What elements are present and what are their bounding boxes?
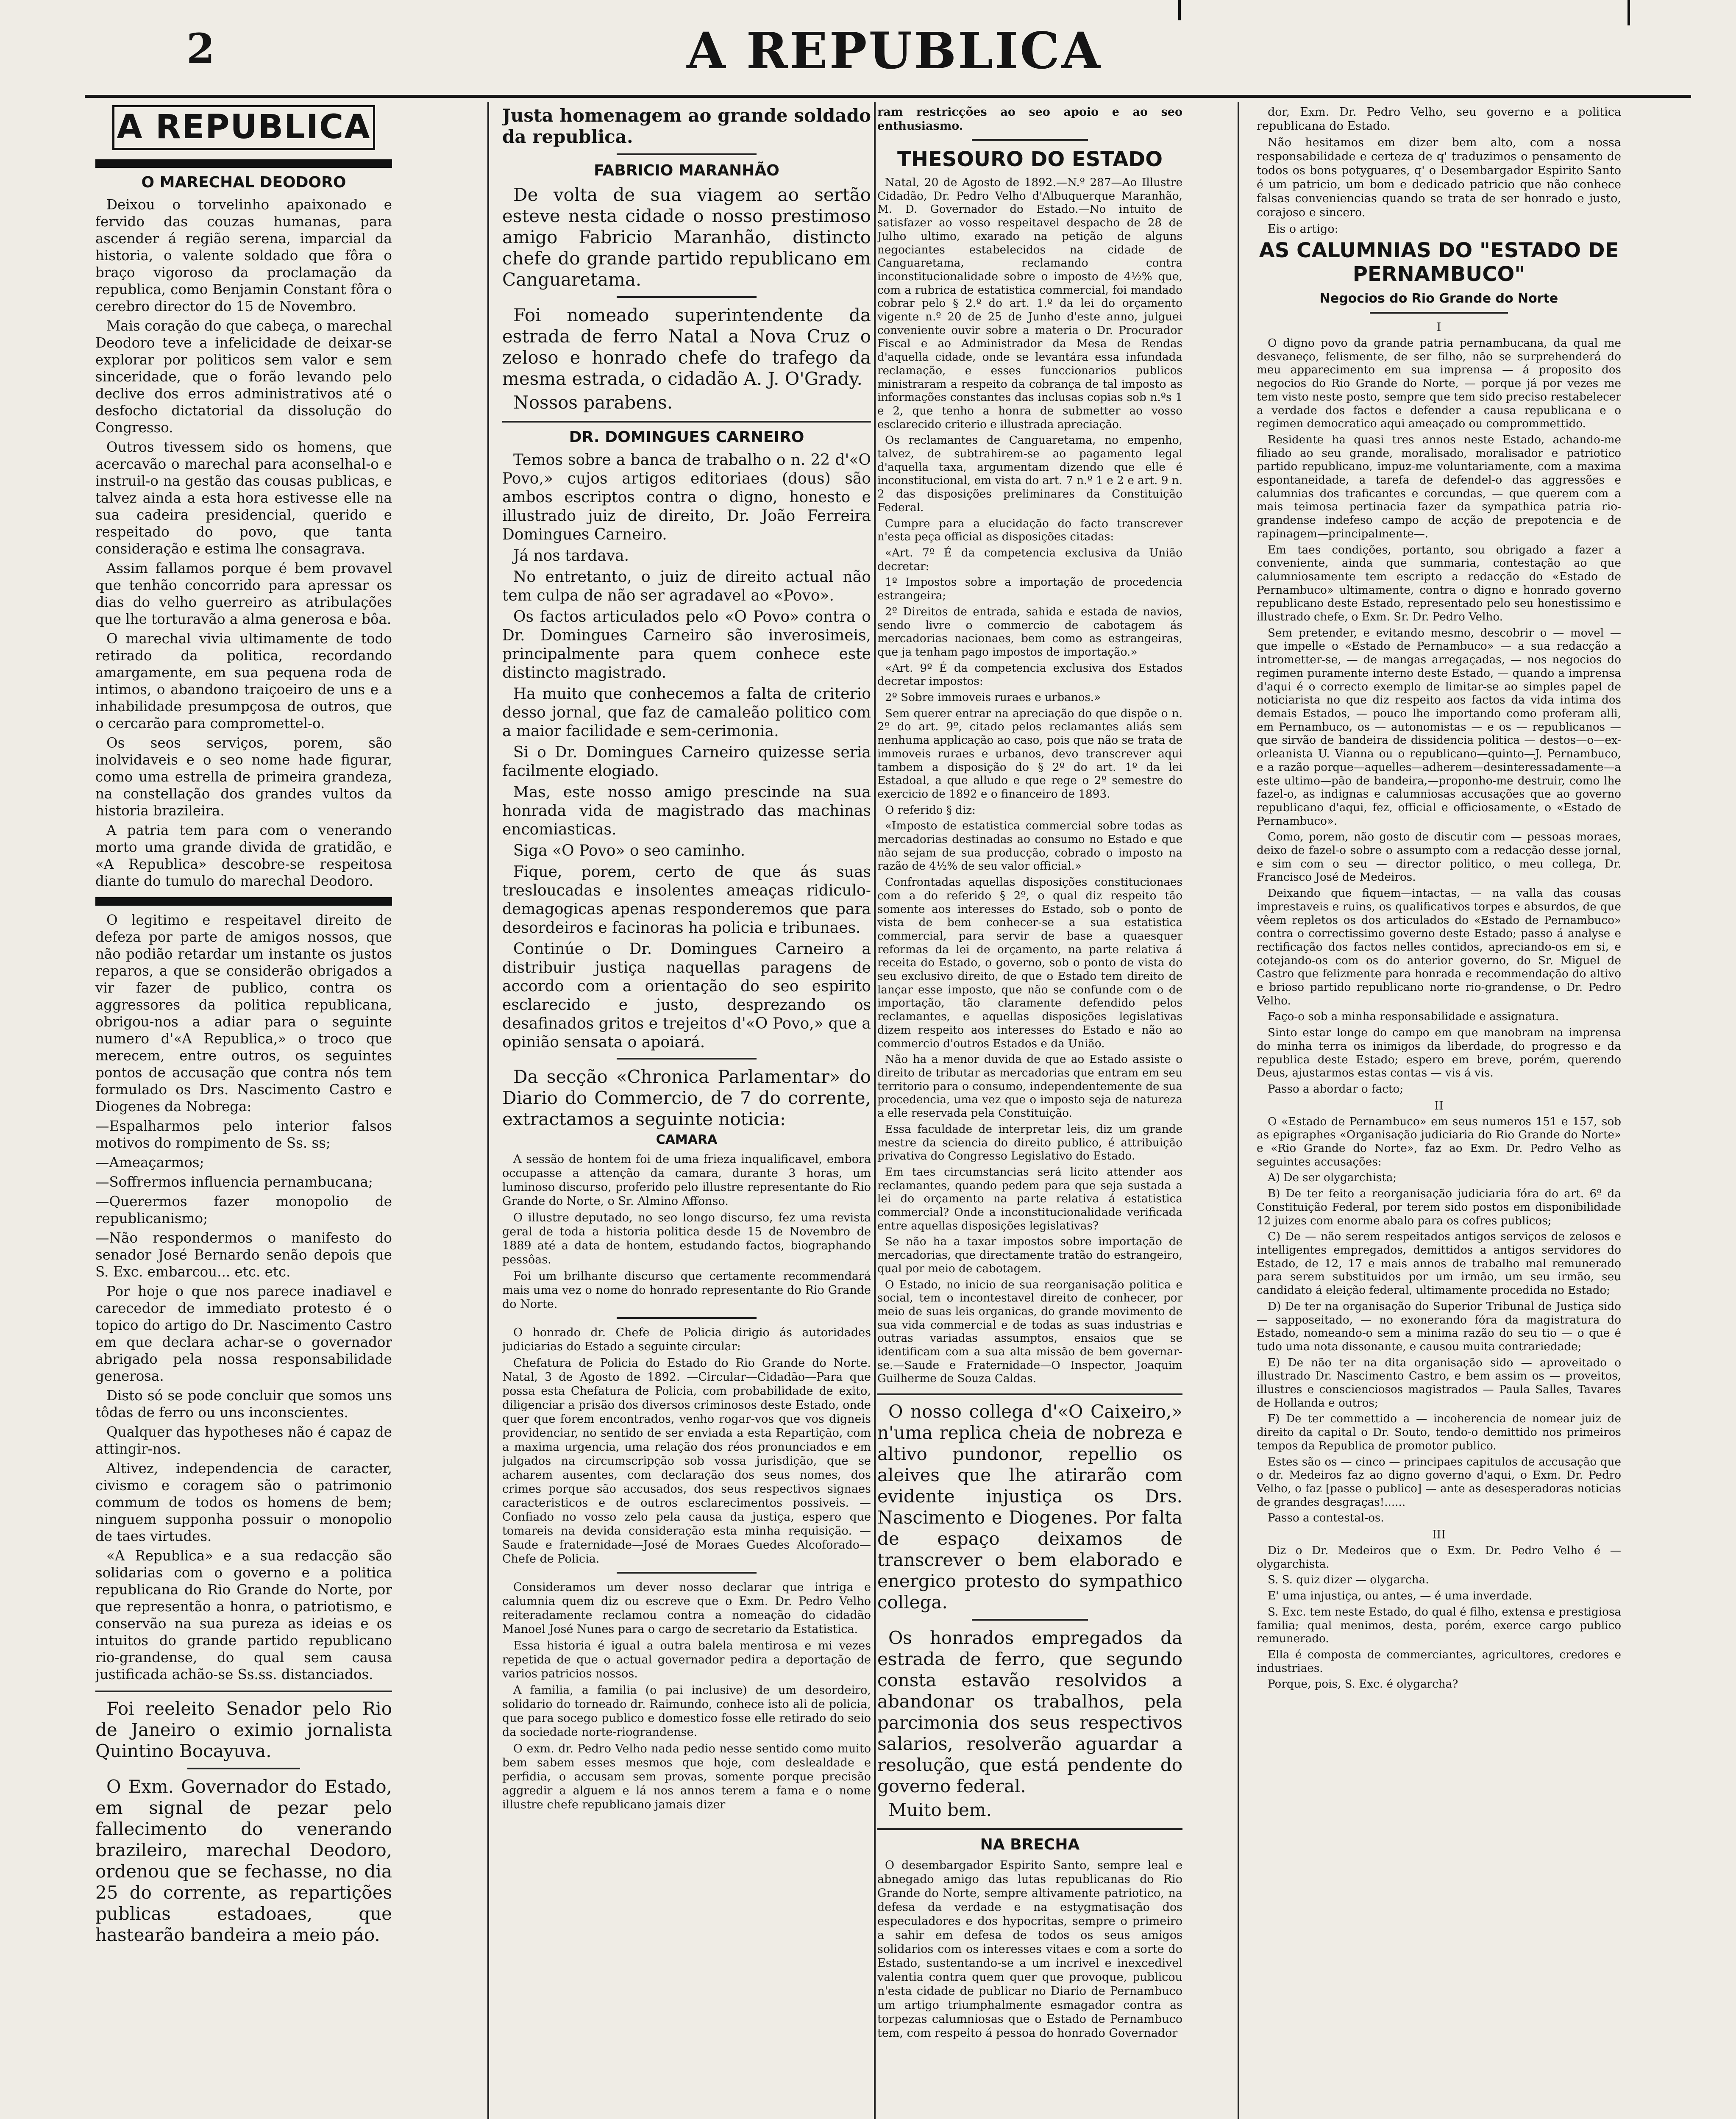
paragraph: Consideramos um dever nosso declarar que intriga e calumnia quem diz ou escreve que o Exm. Dr. Pedro Velho reiteradamente reclamou contra a nomeação do cidadão Manoel José Nunes para o cargo de secretario da Estatistica. (502, 1581, 871, 1636)
paragraph: A patria tem para com o venerando morto uma grande divida de gratidão, e «A Republica» descobre-se respeitosa diante do tumulo do marechal Deodoro. (95, 822, 392, 889)
paragraph: No entretanto, o juiz de direito actual não tem culpa de não ser agradavel ao «Povo». (502, 568, 871, 604)
paragraph: O illustre deputado, no seo longo discurso, fez uma revista geral de toda a historia politica desde 15 de Novembro de 1889 até a data de hontem, estudando factos, biographando pessôas. (502, 1211, 871, 1266)
paragraph: O nosso collega d'«O Caixeiro,» n'uma replica cheia de nobreza e altivo pundonor, repellio os aleives que lhe atirarão com evidente injustiça os Drs. Nascimento e Diogenes. Por falta de espaço deixamos de transcrever o bem elaborado e energico protesto do sympathico collega. (877, 1401, 1182, 1613)
paragraph: «Art. 9º É da competencia exclusiva dos Estados decretar impostos: (877, 662, 1182, 688)
article-title: NA BRECHA (980, 1836, 1080, 1854)
paragraph: O referido § diz: (885, 804, 976, 817)
short-rule (617, 1317, 757, 1319)
column-3 (877, 105, 1182, 2119)
paragraph: O legitimo e respeitavel direito de defeza por parte de amigos nossos, que não podião retardar um instante os justos reparos, a que se considerão obrigados a vir fazer de publico, contra os aggressores da politica republicana, obrigou-nos a adiar para o seguinte numero d'«A Republica,» o troco que merecem, entre outros, os seguintes pontos de accusação que contra nós tem formulado os Drs. Nascimento Castro e Diogenes da Nobrega: (95, 912, 392, 1115)
paragraph: S. S. quiz dizer — olygarcha. (1268, 1574, 1429, 1587)
paragraph: Sem querer entrar na apreciação do que dispõe o n. 2º do art. 9º, citado pelos reclamantes aliás sem nenhuma applicação ao caso, pois que não se trata de immoveis ruraes e urbanos, devo transcrever aqui tambem a disposição do § 2º do art. 1º da lei Estadoal, a que alludo e que rege o 2º semestre do exercicio de 1892 e o financeiro de 1893. (877, 707, 1182, 801)
paragraph: Faço-o sob a minha responsabilidade e assignatura. (1268, 1010, 1559, 1023)
paragraph: Os honrados empregados da estrada de ferro, que segundo consta estavão resolvidos a abandonar os trabalhos, pela parcimonia dos seus respectivos salarios, resolverão aguardar a resolução, que está pendente do governo federal. (877, 1627, 1182, 1797)
paragraph: —Ameaçarmos; (95, 1154, 204, 1171)
paragraph: O «Estado de Pernambuco» em seus numeros 151 e 157, sob as epigraphes «Organisação judiciaria do Rio Grande do Norte» e «Rio Grande do Norte», faz ao Exm. Dr. Pedro Velho as seguintes accusações: (1257, 1115, 1621, 1168)
paragraph: —Querermos fazer monopolio de republicanismo; (95, 1193, 392, 1226)
paragraph: Em taes condições, portanto, sou obrigado a fazer a conveniente, ainda que summaria, contestação ao que calumniosamente tem escripto a redacção do «Estado de Pernambuco» ultimamente, contra o digno e honrado governo republicano deste Estado, representado pelo seu honestissimo e illustrado chefe, o Exm. Sr. Dr. Pedro Velho. (1257, 543, 1621, 624)
short-rule (972, 1619, 1088, 1621)
paragraph: Altivez, independencia de caracter, civismo e coragem são o patrimonio commum de todos os homens de bem; ninguem supponha possuir o monopolio de taes virtudes. (95, 1460, 392, 1544)
paragraph: O Estado, no inicio de sua reorganisação politica e social, tem o incontestavel direito de conhecer, por meio de suas leis organicas, do grande movimento de sua vida commercial e de todas as suas industrias e outras variadas assumptos, ensaios que se identificam com a sua alta missão de bem governar-se.—Saude e Fraternidade—O Inspector, Joaquim Guilherme de Souza Caldas. (877, 1278, 1182, 1385)
article-title: FABRICIO MARANHÃO (594, 162, 779, 179)
paragraph: Eis o artigo: (1268, 222, 1338, 236)
paragraph: 1º Impostos sobre a importação de procedencia estrangeira; (877, 576, 1182, 603)
short-rule (617, 153, 757, 155)
scan-mark (1178, 0, 1181, 20)
article-title: CAMARA (656, 1132, 718, 1147)
section-rule (502, 421, 871, 423)
short-rule (617, 296, 757, 298)
paragraph: Si o Dr. Domingues Carneiro quizesse seria facilmente elogiado. (502, 744, 871, 780)
paragraph: De volta de sua viagem ao sertão esteve nesta cidade o nosso prestimoso amigo Fabricio Maranhão, distincto chefe do grande partido republicano em Canguaretama. (502, 184, 871, 290)
paragraph: Passo a abordar o facto; (1268, 1082, 1404, 1096)
paragraph: C) De — não serem respeitados antigos serviços de zelosos e intelligentes empregados, demittidos a antigos servidores do Estado, de 12, 17 e mais annos de trabalho mal remunerado para serem substituidos por um irmão, um seu irmão, seu candidato á eleição federal, ultimamente procedida no Estado; (1257, 1230, 1621, 1297)
paragraph: Passo a contestal-os. (1268, 1512, 1384, 1525)
paragraph: Não hesitamos em dizer bem alto, com a nossa responsabilidade e certeza de q' traduzimos o pensamento de todos os bons potyguares, q' o Desembargador Espirito Santo é um patricio, um bom e dedicado patricio que não conhece falsas conveniencias quando se trata de ser honrado e justo, corajoso e sincero. (1257, 136, 1621, 219)
column-4 (1257, 105, 1621, 2119)
paragraph: Temos sobre a banca de trabalho o n. 22 d'«O Povo,» cujos artigos editoriaes (dous) são ambos escriptos contra o digno, honesto e illustrado juiz de direito, Dr. João Ferreira Domingues Carneiro. (502, 451, 871, 543)
paragraph: Fique, porem, certo de que ás suas tresloucadas e insolentes ameaças ridiculo-demagogicas apenas responderemos que para desordeiros e facinoras ha policia e tribunaes. (502, 863, 871, 937)
heavy-rule (95, 159, 392, 168)
paragraph: Porque, pois, S. Exc. é olygarcha? (1268, 1678, 1458, 1691)
paragraph: Os reclamantes de Canguaretama, no empenho, talvez, de subtrahirem-se ao pagamento legal d'aquella taxa, argumentam dizendo que elle é inconstitucional, em vista do art. 7 n.º 1 e 2 e art. 9 n. 2 das disposições preliminares da Constituição Federal. (877, 434, 1182, 514)
short-rule (187, 1768, 300, 1769)
scan-mark (1628, 0, 1630, 25)
paragraph: O Exm. Governador do Estado, em signal de pezar pelo fallecimento do venerando brazileiro, marechal Deodoro, ordenou que se fechasse, no dia 25 do corrente, as repartições publicas estadoaes, que hastearão bandeira a meio páo. (95, 1776, 392, 1945)
paragraph: Ha muito que conhecemos a falta de criterio desso jornal, que faz de camaleão politico com a maior facilidade e sem-cerimonia. (502, 685, 871, 740)
column-divider (874, 102, 876, 2119)
paragraph: —Não respondermos o manifesto do senador José Bernardo senão depois que S. Exc. embarcou... etc. etc. (95, 1230, 392, 1280)
short-rule (972, 139, 1088, 141)
paragraph: Qualquer das hypotheses não é capaz de attingir-nos. (95, 1424, 392, 1457)
paragraph: D) De ter na organisação do Superior Tribunal de Justiça sido — sapposeitado, — no exonerando fóra da magistratura do Estado, nomeando-o sem a minima razão do seu tio — o que é tudo uma nota dissonante, e causou muita contrariedade; (1257, 1300, 1621, 1353)
paragraph: Os seos serviços, porem, são inolvidaveis e o seo nome hade figurar, como uma estrella de primeira grandeza, na constellação dos grandes vultos da historia brazileira. (95, 735, 392, 819)
paragraph: Foi um brilhante discurso que certamente recommendará mais uma vez o nome do honrado representante do Rio Grande do Norte. (502, 1270, 871, 1311)
paragraph: —Soffrermos influencia pernambucana; (95, 1174, 373, 1190)
newspaper-title: A REPUBLICA (687, 21, 1102, 80)
paragraph: Não ha a menor duvida de que ao Estado assiste o direito de tributar as mercadorias que entram em seu territorio para o consumo, independentemente de sua procedencia, uma vez que o imposto seja de natureza a elle reservada pela Constituição. (877, 1053, 1182, 1120)
short-rule (1370, 312, 1508, 314)
paragraph: Assim fallamos porque é bem provavel que tenhão concorrido para apressar os dias do velho guerreiro as atribulações que lhe torturavão a alma generosa e bôa. (95, 560, 392, 627)
paragraph: Foi nomeado superintendente da estrada de ferro Natal a Nova Cruz o zeloso e honrado chefe do trafego da mesma estrada, o cidadão A. J. O'Grady. (502, 305, 871, 389)
section-numeral: III (1432, 1528, 1446, 1542)
paragraph: Residente ha quasi tres annos neste Estado, achando-me filiado ao seu grande, moralisado, moralisador e patriotico partido republicano, impuz-me voluntariamente, com a maxima espontaneidade, a tarefa de defendel-o das aggressões e calumnias dos traficantes e corcundas, — que querem com a mais teimosa pertinacia fazer da sympathica patria rio-grandense indefeso campo de acção de prepotencia e de rapinagem—principalmente—. (1257, 433, 1621, 540)
paragraph: Confrontadas aquellas disposições constitucionaes com a do referido § 2º, o qual diz respeito tão somente aos interesses do Estado, sob o ponto de vista de bem conhecer-se a sua estatistica commercial, para servir de base a quaesquer reformas da lei de orçamento, na parte relativa á receita do Estado, o governo, sob o ponto de vista do seu exclusivo direito, de que o Estado tem direito de lançar esse imposto, que não se confunde com o de importação, tão claramente defendido pelos reclamantes, e aquellas disposições legislativas dizem respeito aos interesses do Estado e não ao commercio d'outros Estados e da União. (877, 876, 1182, 1050)
masthead (0, 0, 1736, 101)
paragraph: Sinto estar longe do campo em que manobram na imprensa do minha terra os inimigos da liberdade, do progresso e da republica deste Estado; espero em breve, porém, querendo Deus, ajustarmos estas contas — vis á vis. (1257, 1026, 1621, 1080)
paragraph: Justa homenagem ao grande soldado da republica. (502, 105, 871, 147)
paragraph: Já nos tardava. (513, 547, 629, 565)
paragraph: Deixando que fiquem—intactas, — na valla das cousas imprestaveis e ruins, os qualificativos torpes e absurdos, de que vêem repletos os dos articulados do «Estado de Pernambuco» contra o correctissimo governo deste Estado; passo á analyse e rectificação dos factos nelles contidos, apreciando-os em si, e cotejando-os com os do anterior governo, do Sr. Miguel de Castro que felizmente para honrada e recommendação do altivo e brioso partido republicano norte rio-grandense, o Dr. Pedro Velho. (1257, 887, 1621, 1007)
section-rule (95, 1691, 392, 1692)
paragraph: O desembargador Espirito Santo, sempre leal e abnegado amigo das lutas republicanas do Rio Grande do Norte, sempre altivamente patriotico, na defesa da verdade e na estygmatisação dos especuladores e dos hypocritas, sempre o primeiro a sahir em defesa de todos os seus amigos solidarios com os interesses vitaes e com a sorte do Estado, sustentando-se a um incrivel e inexcedivel valentia contra quem quer que provoque, publicou n'esta cidade de publicar no Diario de Pernambuco um artigo triumphalmente esmagador contra as torpezas calumniosas que o Estado de Pernambuco tem, com respeito á pessoa do honrado Governador (877, 1859, 1182, 2040)
paragraph: Sem pretender, e evitando mesmo, descobrir o — movel — que impelle o «Estado de Pernambuco» — a sua redacção a intrometter-se, — de mangas arregaçadas, — nos negocios do regimen puramente interno deste Estado, — quando a imprensa d'aqui é o correcto exemplo de limitar-se ao simples papel de noticiarista no que diz respeito aos factos da vida intima dos demais Estados, — pouco lhe importando como proferam alli, em Pernambuco, os — autonomistas — e os — republicanos — que sirvão de bandeira de dissidencia politica — destos—o—ex-orleanista U. Vianna ou o republicano—quinto—J. Pernambuco, e a razão porque—aquelles—adherem—desinteressadamente—a este ultimo—pão de bandeira,—proponho-me destruir, como lhe fazel-o, as indignas e calumniosas accusações que ao governo republicano d'aqui, fez, official e officiosamente, o «Estado de Pernambuco». (1257, 626, 1621, 828)
article-title: DR. DOMINGUES CARNEIRO (569, 428, 804, 446)
paragraph: S. Exc. tem neste Estado, do qual é filho, extensa e prestigiosa familia; qual menimos, desta, porém, exerce cargo publico remunerado. (1257, 1605, 1621, 1646)
paragraph: A familia, a familia (o pai inclusive) de um desordeiro, solidario do torneado dr. Raimundo, conhece isto ali de policia, que para socego publico e domestico fosse elle retirado do seio da sociedade norte-riograndense. (502, 1684, 871, 1739)
paragraph: Da secção «Chronica Parlamentar» do Diario do Commercio, de 7 do corrente, extractamos a seguinte noticia: (502, 1066, 871, 1129)
paragraph: Diz o Dr. Medeiros que o Exm. Dr. Pedro Velho é — olygarchista. (1257, 1544, 1621, 1571)
paragraph: Ella é composta de commerciantes, agricultores, credores e industriaes. (1257, 1648, 1621, 1675)
article-title: AS CALUMNIAS DO "ESTADO DE PERNAMBUCO" (1259, 239, 1619, 286)
paragraph: Muito bem. (888, 1799, 992, 1821)
paragraph: Cumpre para a elucidação do facto transcrever n'esta peça official as disposições citadas: (877, 517, 1182, 544)
article-subtitle: Negocios do Rio Grande do Norte (1319, 291, 1558, 306)
section-rule (877, 1393, 1182, 1395)
section-rule (877, 1828, 1182, 1830)
paragraph: E' uma injustiça, ou antes, — é uma inverdade. (1268, 1590, 1533, 1603)
section-numeral: I (1436, 321, 1441, 334)
paragraph: «Art. 7º É da competencia exclusiva da União decretar: (877, 546, 1182, 573)
paragraph: Os factos articulados pelo «O Povo» contra o Dr. Domingues Carneiro são inverosimeis, principalmente para quem conhece este distincto magistrado. (502, 608, 871, 681)
paragraph: ram restricções ao seo apoio e ao seo enthusiasmo. (877, 106, 1182, 133)
paragraph: Outros tivessem sido os homens, que acercavão o marechal para aconselhal-o e instruil-o na gestão das cousas publicas, e talvez ainda a esta hora estivesse elle na sua cadeira presidencial, querido e respeitado do povo, que tanta consideração e estima lhe consagrava. (95, 439, 392, 557)
paragraph: Se não ha a taxar impostos sobre importação de mercadorias, que directamente tratão do estrangeiro, qual por meio de cabotagem. (877, 1235, 1182, 1275)
paragraph: O digno povo da grande patria pernambucana, da qual me desvaneço, felismente, de ser filho, não se surprehenderá do meu apparecimento em sua imprensa — á proposito dos negocios do Rio Grande do Norte, — porque já por vezes me tem visto neste posto, sempre que tem sido preciso restabelecer a verdade dos factos e defender a causa republicana e o regimen democratico aqui ameaçado ou comprommettido. (1257, 337, 1621, 431)
short-rule (617, 1572, 757, 1574)
column-2 (502, 105, 871, 2119)
paragraph: E) De não ter na dita organisação sido — aproveitado o illustrado Dr. Nascimento Castro, e bem assim os — proveitos, illustres e conscienciosos magistrados — Paula Salles, Tavares de Hollanda e outros; (1257, 1356, 1621, 1410)
paragraph: Em taes circumstancias será licito attender aos reclamantes, quando pedem para que seja sustada a lei do orçamento na parte relativa á estatistica commercial? Onde a inconstitucionalidade verificada entre aquellas disposições legislativas? (877, 1165, 1182, 1232)
paragraph: Essa historia é igual a outra balela mentirosa e mi vezes repetida de que o actual governador pedira a deportação de varios patricios nossos. (502, 1639, 871, 1680)
paragraph: 2º Sobre immoveis ruraes e urbanos.» (885, 691, 1101, 704)
article-title: O MARECHAL DEODORO (141, 174, 346, 191)
paragraph: Nossos parabens. (513, 392, 673, 413)
paragraph: Chefatura de Policia do Estado do Rio Grande do Norte. Natal, 3 de Agosto de 1892. —Circular—Cidadão—Para que possa esta Chefatura de Policia, com probabilidade de exito, diligenciar a prisão dos diversos criminosos deste Estado, onde quer que forem encontrados, venho rogar-vos que vos digneis providenciar, no sentido de ser enviada a esta Repartição, com a maxima urgencia, uma relação dos réos pronunciados e em julgados na circumscripção sob vossa jurisdição, que se acharem ausentes, com declaração dos seus nomes, dos crimes porque são accusados, dos seus respectivos signaes caracteristicos e de outros esclarecimentos possiveis. —Confiado no vosso zelo pela causa da justiça, espero que tomareis na devida consideração esta minha requisição. —Saude e fraternidade—José de Moraes Guedes Alcoforado—Chefe de Policia. (502, 1357, 871, 1566)
column-divider (1238, 102, 1239, 2119)
paragraph: O exm. dr. Pedro Velho nada pedio nesse sentido como muito bem sabem esses mesmos que hoje, com deslealdade e perfidia, o accusam sem provas, somente porque precisão aggredir a alguem e lá nos annos terem a fama e o nome illustre chefe republicano jamais dizer (502, 1742, 871, 1811)
paragraph: F) De ter commettido a — incoherencia de nomear juiz de direito da capital o Dr. Souto, tendo-o demittido nos primeiros tempos da Republica de promotor publico. (1257, 1413, 1621, 1452)
paragraph: dor, Exm. Dr. Pedro Velho, seu governo e a politica republicana do Estado. (1257, 106, 1621, 133)
paragraph: Mais coração do que cabeça, o marechal Deodoro teve a infelicidade de deixar-se explorar por politicos sem valor e sem sinceridade, que o forão levando pelo declive dos erros administrativos até o desfocho dictatorial da dissolução do Congresso. (95, 318, 392, 436)
paragraph: Como, porem, não gosto de discutir com — pessoas moraes, deixo de fazel-o sobre o assumpto com a redacção desse jornal, e sim com o seu — director politico, o meu collega, Dr. Francisco José de Medeiros. (1257, 831, 1621, 884)
column-divider (487, 102, 489, 2119)
paragraph: Natal, 20 de Agosto de 1892.—N.º 287—Ao Illustre Cidadão, Dr. Pedro Velho d'Albuquerque Maranhão, M. D. Governador do Estado.—No intuito de satisfazer ao vosso respeitavel despacho de 28 de Julho ultimo, exarado na petição de alguns negociantes estabelecidos na cidade de Canguaretama, reclamando contra inconstitucionalidade sobre o imposto de 4½% que, com a rubrica de estatistica commercial, foi mandado cobrar pelo § 2.º do art. 1.º da lei do orçamento vigente n.º 20 de 25 de Junho d'este anno, julguei conveniente ouvir sobre a materia o Dr. Procurador Fiscal e ao Administrador da Mesa de Rendas d'aquella cidade, onde se levantára essa infundada reclamação, e esses funccionarios publicos ministraram a respeito da cobrança de tal imposto as informações constantes das inclusas copias sob n.ºs 1 e 2, que tenho a honra de submetter ao vosso esclarecido criterio e illustrada apreciação. (877, 176, 1182, 431)
paragraph: Essa faculdade de interpretar leis, diz um grande mestre da sciencia do direito publico, é attribuição privativa do Congresso Legislativo do Estado. (877, 1123, 1182, 1163)
paragraph: Disto só se pode concluir que somos uns tôdas de ferro ou uns inconscientes. (95, 1388, 392, 1421)
paragraph: A) De ser olygarchista; (1268, 1171, 1397, 1185)
paragraph: Mas, este nosso amigo prescinde na sua honrada vida de magistrado das machinas encomiasticas. (502, 784, 871, 838)
short-rule (617, 1058, 757, 1060)
paragraph: «Imposto de estatistica commercial sobre todas as mercadorias destinadas ao consumo no Estado e que não sejam de sua producção, cobrado o imposto na razão de 4½% de seu valor official.» (877, 820, 1182, 873)
paragraph: 2º Direitos de entrada, sahida e estada de navios, sendo livre o commercio de cabotagem ás mercadorias nacionaes, bem como as estrangeiras, que ja tenham pago impostos de importação.» (877, 605, 1182, 659)
paragraph: O honrado dr. Chefe de Policia dirigio ás autoridades judiciarias do Estado a seguinte circular: (502, 1326, 871, 1353)
paragraph: Siga «O Povo» o seo caminho. (513, 842, 746, 859)
paragraph: Deixou o torvelinho apaixonado e fervido das couzas humanas, para ascender á região serena, imparcial da historia, o valente soldado que fôra o braço vigoroso da proclamação da republica, como Benjamin Constant fôra o cerebro director do 15 de Novembro. (95, 197, 392, 314)
flag-title: A REPUBLICA (112, 105, 375, 150)
section-numeral: II (1434, 1099, 1444, 1112)
column-1 (95, 105, 392, 2119)
paragraph: «A Republica» e a sua redacção são solidarias com o governo e a politica republicana do Rio Grande do Norte, por que representão a honra, o patriotismo, e conservão na sua pureza as ideias e os intuitos do grande partido republicano rio-grandense, do qual sem causa justificada achão-se Ss.ss. distanciados. (95, 1548, 392, 1682)
heavy-rule (95, 897, 392, 906)
paragraph: Foi reeleito Senador pelo Rio de Janeiro o eximio jornalista Quintino Bocayuva. (95, 1698, 392, 1761)
article-title: THESOURO DO ESTADO (897, 147, 1163, 171)
page-number: 2 (186, 25, 215, 72)
paragraph: Continúe o Dr. Domingues Carneiro a distribuir justiça naquellas paragens de accordo com a orientação do seo espirito esclarecido e justo, desprezando os desafinados gritos e trejeitos d'«O Povo,» que a opinião sensata o apoiará. (502, 940, 871, 1051)
paragraph: Por hoje o que nos parece inadiavel e carecedor de immediato protesto é o topico do artigo do Dr. Nascimento Castro em que declara achar-se o governador abrigado pela nossa responsabilidade generosa. (95, 1283, 392, 1384)
paragraph: A sessão de hontem foi de uma frieza inqualificavel, embora occupasse a attenção da camara, durante 3 horas, um luminoso discurso, proferido pelo illustre representante do Rio Grande do Norte, o Sr. Almino Affonso. (502, 1153, 871, 1208)
masthead-rule (85, 95, 1691, 98)
paragraph: B) De ter feito a reorganisação judiciaria fóra do art. 6º da Constituição Federal, por terem sido postos em disponibilidade 12 juizes com enorme abalo para os cofres publicos; (1257, 1187, 1621, 1227)
paragraph: Estes são os — cinco — principaes capitulos de accusação que o dr. Medeiros faz ao digno governo d'aqui, o Exm. Dr. Pedro Velho, o faz [passe o publico] — ante as desesperadoras noticias de grandes desgraças!...... (1257, 1455, 1621, 1509)
paragraph: O marechal vivia ultimamente de todo retirado da politica, recordando amargamente, em sua pequena roda de intimos, o abandono traiçoeiro de uns e a inhabilidade presumpçosa de outros, que o cercarão para compromettel-o. (95, 631, 392, 731)
paragraph: —Espalharmos pelo interior falsos motivos do rompimento de Ss. ss; (95, 1118, 392, 1151)
